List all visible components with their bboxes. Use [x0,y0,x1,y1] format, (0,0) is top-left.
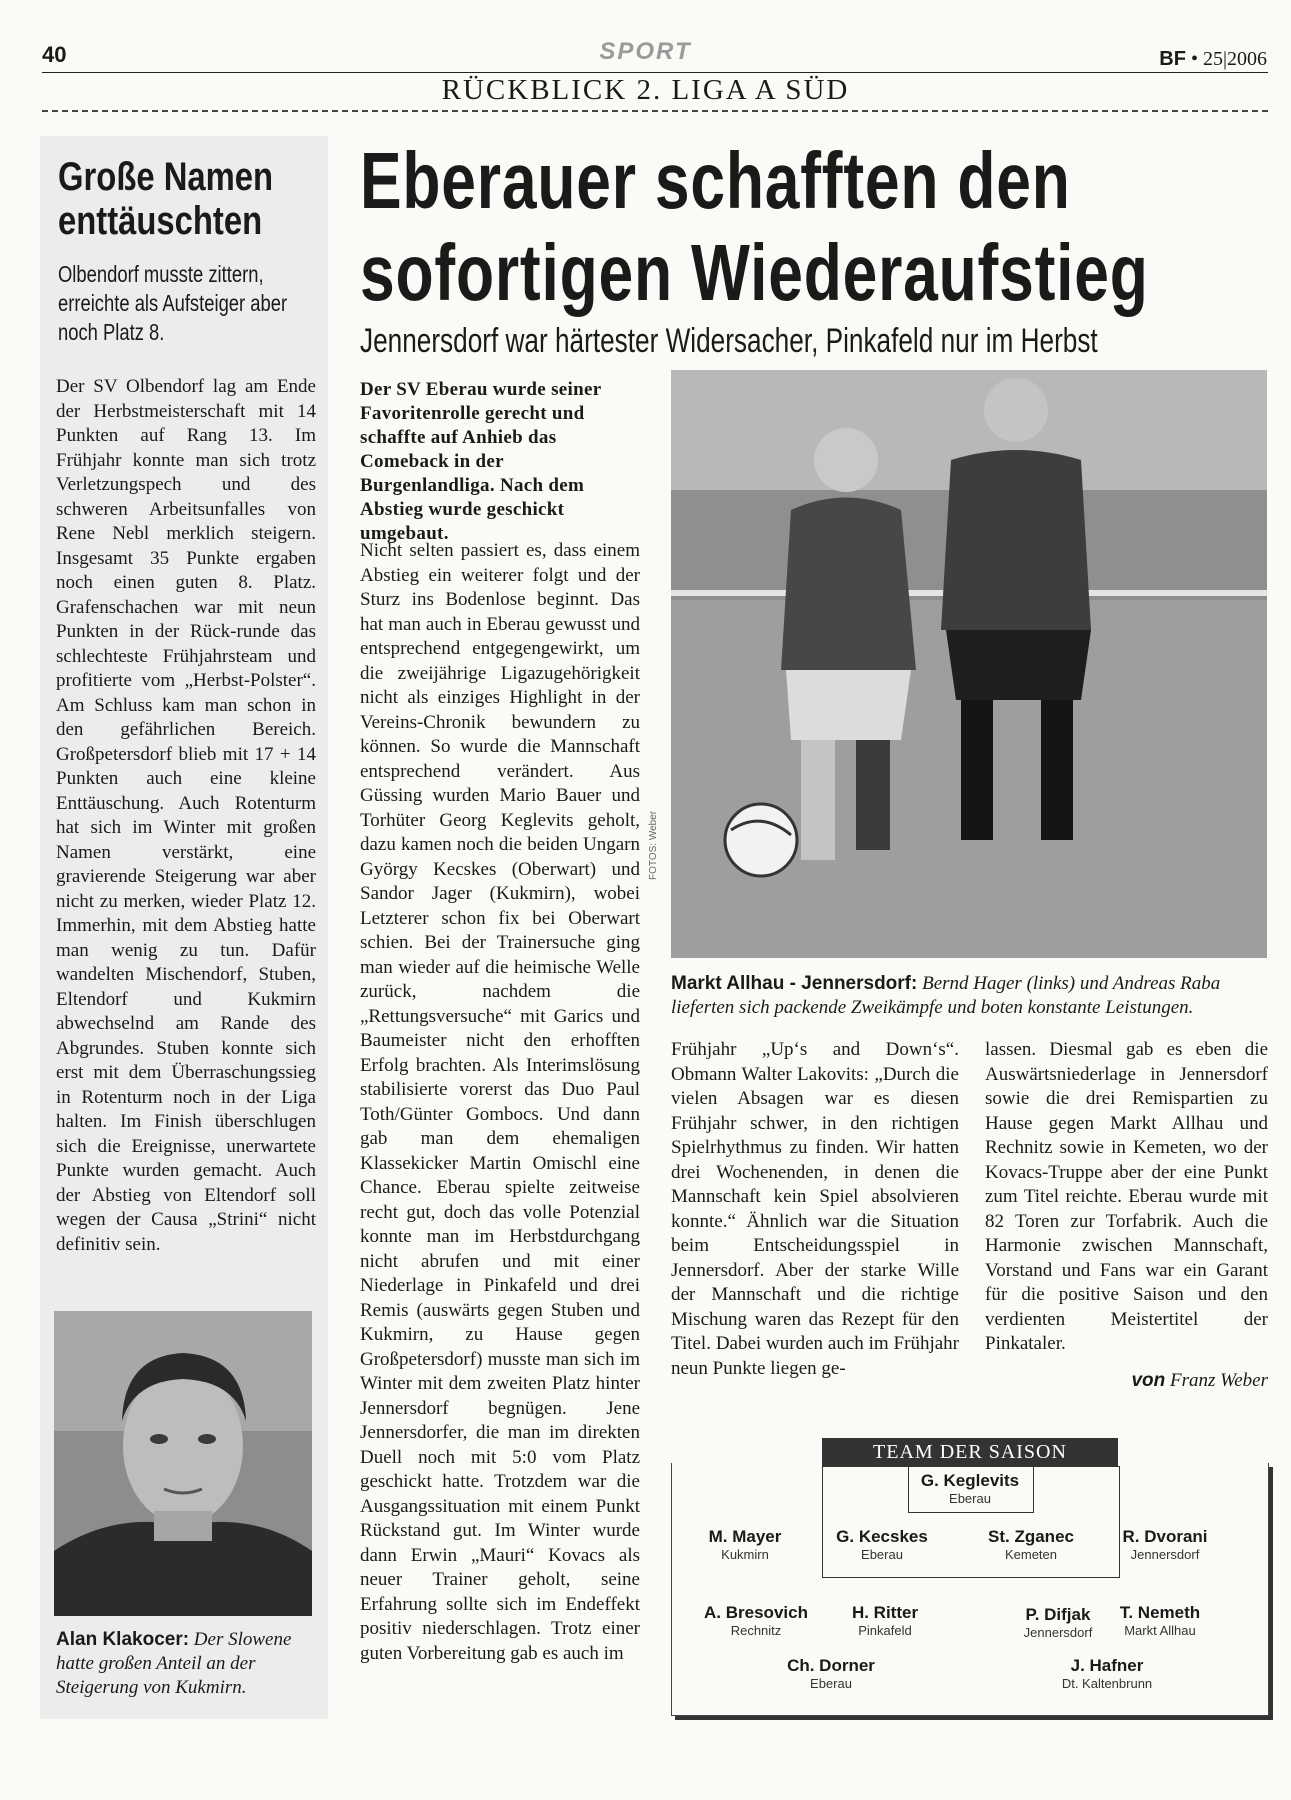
player-defender-4 [1095,1527,1235,1562]
player-club: Eberau [949,1491,991,1506]
byline [985,1370,1268,1392]
player-club: Pinkafeld [858,1623,912,1638]
portrait-photo [54,1311,312,1616]
sidebar-subtitle: Olbendorf musste zittern, erreichte als Aufsteiger aber noch Platz 8. [58,261,288,345]
portrait-caption-text: Der Slowene hatte großen Anteil an der Steigerung von Kukmirn. [56,1629,292,1698]
player-club: Eberau [861,1547,903,1562]
player-midfielder-1 [686,1603,826,1638]
player-name: G. Keglevits [920,1471,1020,1490]
player-club: Rechnitz [730,1623,782,1638]
match-photo [671,370,1267,958]
player-club: Jennersdorf [1130,1547,1200,1562]
match-caption-text: Bernd Hager (links) und Andreas Raba lieferten sich packende Zweikämpfe und boten konstante Leistungen. [671,973,1221,1018]
section-title: SPORT [599,38,692,65]
portrait-illustration [54,1311,312,1616]
rubric: RÜCKBLICK 2. LIGA A SÜD [441,74,850,106]
article-column-3: lassen. Diesmal gab es eben die Auswärtsniederlage in Jennersdorf sowie die drei Remispartien zu Hause gegen Markt Allhau und Rechnitz sowie in Kemeten, wo der Kovacs-Truppe aber der eine Punkt zum Titel reichte. Eberau wurde mit 82 Toren zur Torfabrik. Auch die Harmonie zwischen Mannschaft, Vorstand und Fans war ein Garant für die positive Saison und den verdienten Meistertitel der Pinkataler. [985,1039,1268,1354]
player-defender-1 [675,1527,815,1562]
article-column-1: Nicht selten passiert es, dass einem Abstieg ein weiterer folgt und der Sturz ins Bodenlose beginnt. Das hat man auch in Eberau gewusst und entsprechend entgegengewirkt, um die zweijährige Ligazugehörigkeit nicht als einziges Highlight in der Vereins-Chronik bewundern zu können. So wurde die Mannschaft entsprechend verändert. Aus Güssing wurden Mario Bauer und Torhüter Georg Keglevits geholt, dazu kamen noch die beiden Ungarn György Kecskes (Oberwart) und Sandor Jager (Kukmirn), wobei Letzterer schon fix bei Oberwart schien. Bei der Trainersuche ging man wieder auf die heimische Welle zurück, nachdem die „Rettungsversuche“ mit Garics und Baumeister nicht den erhofften Erfolg brachten. Als Interimslösung stabilisierte vorerst das Duo Paul Toth/Günter Gombocs. Und dann gab man dem ehemaligen Klassekicker Martin Omischl eine Chance. Eberau spielte zeitweise recht gut, doch das volle Potenzial konnte man im Herbstdurchgang nicht abrufen und mit einer Niederlage in Pinkafeld und drei Remis (auswärts gegen Stuben und Kukmirn, zu Hause gegen Großpetersdorf) musste man sich im Winter mit dem zweiten Platz hinter Jennersdorf begnügen. Jene Jennersdorfer, die man im direkten Duell noch mit 5:0 vom Platz geschickt hatte. Trotzdem war die Ausgangssituation mit einem Punkt Rückstand gut. Im Winter wurde dann Erwin „Mauri“ Kovacs als neuer Trainer geholt, seine Erfahrung sollte sich im Endeffekt positiv niederschlagen. Trotz einer guten Vorbereitung gab es auch im [360,540,640,1664]
player-name: A. Bresovich [704,1603,808,1622]
sidebar-title: Große Namen enttäuschten [58,155,274,243]
dashed-divider [42,110,1268,112]
byline-name: Franz Weber [1170,1370,1268,1391]
player-club: Eberau [810,1676,852,1691]
player-club: Dt. Kaltenbrunn [1061,1676,1153,1691]
photo-credit: FOTOS: Weber [648,810,659,880]
match-photo-caption [671,972,1271,1020]
sidebar-body: Der SV Olbendorf lag am Ende der Herbstmeisterschaft mit 14 Punkten auf Rang 13. Im Frühjahr konnte man sich trotz Verletzungspech und des schweren Arbeitsunfalles von Rene Nebl merklich steigern. Insgesamt 35 Punkte ergaben noch einen guten 8. Platz. Grafenschachen war mit neun Punkten in der Rück-runde das schlechteste Frühjahrsteam und profitierte vom „Herbst-Polster“. Am Schluss kam man schon in den gefährlichen Bereich. Großpetersdorf blieb mit 17 + 14 Punkten auch eine kleine Enttäuschung. Auch Rotenturm hat sich im Winter mit großen Namen verstärkt, eine gravierende Steigerung war aber nicht zu merken, wieder Platz 12. Immerhin, mit dem Abstieg hatte man wenig zu tun. Dafür wandelten Mischendorf, Stuben, Eltendorf und Kukmirn abwechselnd am Rande des Abgrundes. Stuben konnte sich erst mit dem Überraschungssieg in Rotenturm noch in der Liga halten. Im Finish überschlugen sich die Ereignisse, unerwartete Punkte wurden gemacht. Auch der Abstieg von Eltendorf soll wegen der Causa „Strini“ nicht definitiv sein. [56,376,316,1255]
player-name: H. Ritter [851,1603,919,1622]
player-club: Markt Allhau [1124,1623,1196,1638]
brand-label: BF [1159,48,1186,70]
player-name: T. Nemeth [1119,1603,1201,1622]
player-name: P. Difjak [1025,1605,1091,1624]
player-goalkeeper [900,1471,1040,1506]
match-caption-name: Markt Allhau - Jennersdorf: [671,973,918,994]
player-defender-2 [812,1527,952,1562]
player-club: Kemeten [1004,1547,1058,1562]
player-name: St. Zganec [988,1527,1074,1546]
player-forward-1 [761,1656,901,1691]
player-defender-3 [961,1527,1101,1562]
issue-info: BF • 25|2006 [1159,48,1267,70]
player-name: G. Kecskes [836,1527,928,1546]
player-midfielder-2 [815,1603,955,1638]
page-number: 40 [42,42,67,67]
lead-paragraph: Der SV Eberau wurde seiner Favoritenrolle gerecht und schaffte auf Anhieb das Comeback in der Burgenlandliga. Nach dem Abstieg wurde geschickt umgebaut. [360,379,602,544]
player-name: J. Hafner [1070,1656,1144,1675]
portrait-caption [56,1628,318,1700]
player-midfielder-4 [1090,1603,1230,1638]
article-column-2: Frühjahr „Up‘s and Down‘s“. Obmann Walter Lakovits: „Durch die vielen Absagen war es diesen Frühjahr schwer, in den richtigen Spielrhythmus zu finden. Wir hatten drei Wochenenden, in denen die Mannschaft kein Spiel absolvieren konnte.“ Ähnlich war die Situation beim Entscheidungsspiel in Jennersdorf. Aber der starke Wille der Mannschaft und die richtige Mischung waren das Rezept für den Titel. Dabei wurden auch im Frühjahr neun Punkte liegen ge- [671,1039,959,1379]
match-illustration [671,370,1267,958]
portrait-caption-name: Alan Klakocer: [56,1629,190,1650]
player-name: Ch. Dorner [787,1656,875,1675]
deck: Jennersdorf war härtester Widersacher, Pinkafeld nur im Herbst [360,322,1098,360]
header-rule [42,72,1268,73]
player-name: M. Mayer [708,1527,782,1546]
player-club: Kukmirn [721,1547,769,1562]
player-name: R. Dvorani [1122,1527,1208,1546]
byline-prefix: von [1131,1370,1166,1391]
team-title: TEAM DER SAISON [822,1438,1118,1466]
player-club: Jennersdorf [1023,1625,1093,1640]
issue-number: 25|2006 [1202,48,1267,70]
headline: Eberauer schafften den sofortigen Wiederaufstieg [360,136,1149,317]
player-forward-2 [1037,1656,1177,1691]
